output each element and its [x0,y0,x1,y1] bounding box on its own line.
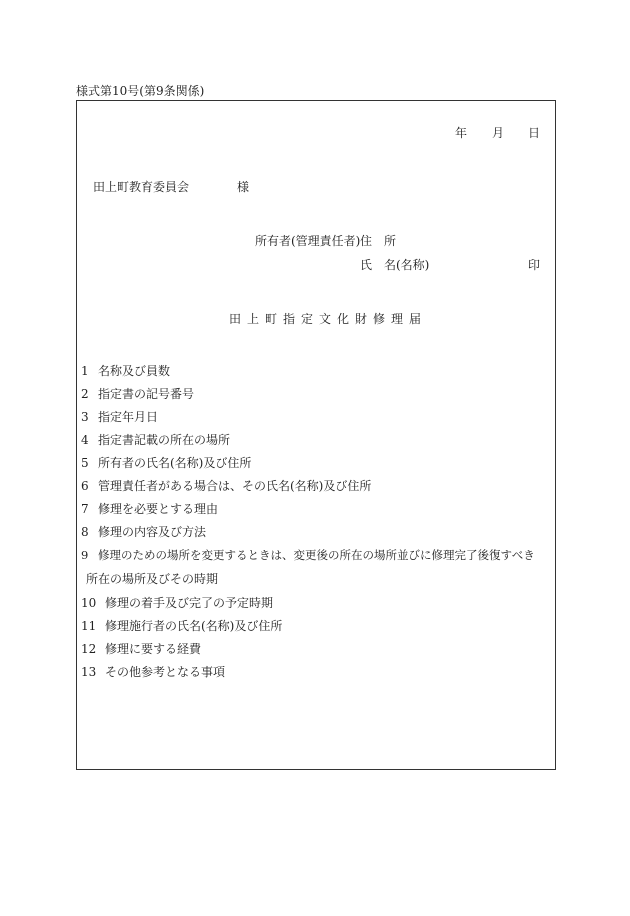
date-year-label: 年 [455,126,468,140]
list-item-continuation: 所在の場所及びその時期 [86,572,219,586]
item-text: 修理の着手及び完了の予定時期 [105,596,274,610]
form-title: 田上町指定文化財修理届 [229,312,428,326]
item-text: 修理の内容及び方法 [98,525,207,539]
item-text: 所有者の氏名(名称)及び住所 [98,456,252,470]
item-text: 修理に要する経費 [105,642,202,656]
date-day-label: 日 [528,126,541,140]
item-number: 4 [81,433,89,447]
list-item [81,479,371,493]
item-number: 11 [81,619,97,633]
item-text: 管理責任者がある場合は、その氏名(名称)及び住所 [98,479,372,493]
owner-label: 所有者(管理責任者) [255,234,361,248]
item-number: 7 [81,502,89,516]
addressee-honorific: 様 [237,180,250,194]
item-number: 9 [81,548,89,562]
item-text: 修理施行者の氏名(名称)及び住所 [105,619,283,633]
item-number: 13 [81,665,97,679]
item-number: 8 [81,525,89,539]
item-number: 12 [81,642,97,656]
list-item [81,456,251,470]
date-month-label: 月 [492,126,505,140]
item-number: 2 [81,387,89,401]
form-number: 様式第10号(第9条関係) [76,84,205,98]
list-item [81,642,201,656]
item-number: 5 [81,456,89,470]
item-text: 修理のための場所を変更するときは、変更後の所在の場所並びに修理完了後復すべき [98,548,535,562]
list-item [81,387,194,401]
item-text: 指定年月日 [98,410,159,424]
item-text: 指定書記載の所在の場所 [98,433,231,447]
item-text: 修理を必要とする理由 [98,502,219,516]
list-item [81,619,282,633]
item-text: 指定書の記号番号 [98,387,195,401]
list-item [81,548,535,562]
list-item [81,364,170,378]
list-item [81,410,158,424]
item-number: 6 [81,479,89,493]
item-text: その他参考となる事項 [105,665,226,679]
item-number: 1 [81,364,89,378]
seal-mark: 印 [528,258,541,272]
item-number: 10 [81,596,97,610]
addressee-name: 田上町教育委員会 [93,180,190,194]
list-item [81,525,206,539]
list-item [81,433,230,447]
name-label: 氏 名(名称) [360,258,430,272]
item-text: 名称及び員数 [98,364,171,378]
list-item [81,502,218,516]
list-item [81,596,273,610]
address-label: 住 所 [360,234,397,248]
list-item [81,665,225,679]
item-number: 3 [81,410,89,424]
